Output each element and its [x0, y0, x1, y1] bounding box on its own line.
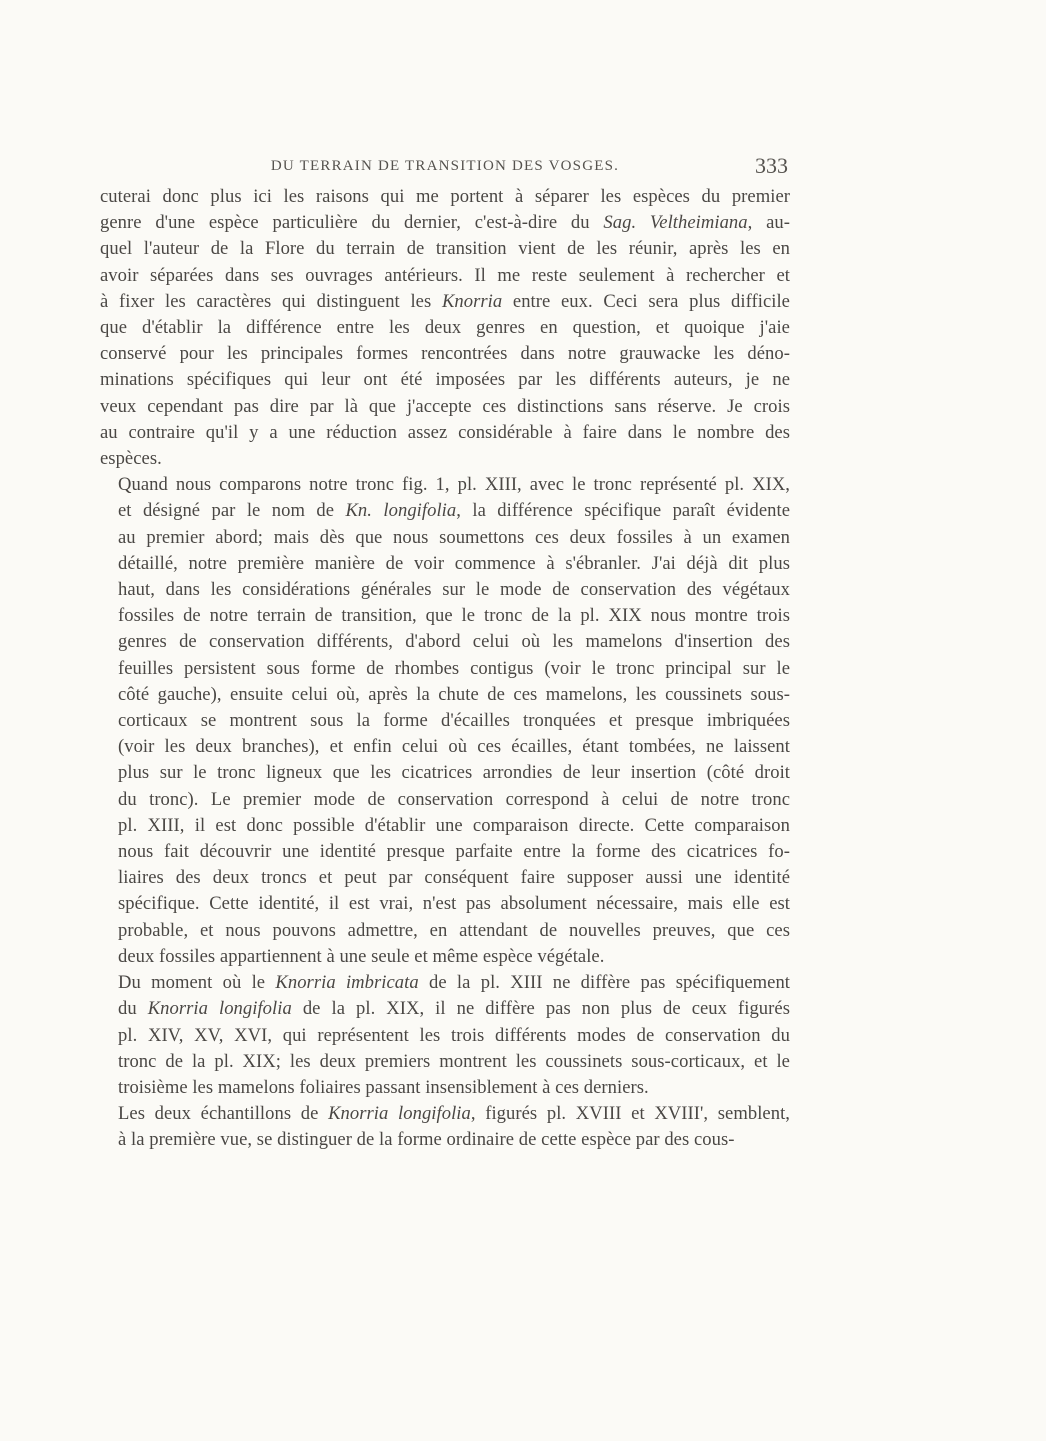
text-line: au contraire qu'il y a une réduction assez considérable à faire dans le nombre des	[100, 421, 790, 443]
body-text	[100, 184, 790, 1154]
text-line: conservé pour les principales formes rencontrées dans notre grauwacke les déno-	[100, 343, 790, 365]
paragraph-1	[100, 184, 790, 472]
running-head	[100, 150, 790, 180]
running-title: DU TERRAIN DE TRANSITION DES VOSGES.	[270, 158, 620, 174]
paragraph-4	[100, 1101, 790, 1153]
text-line: genre d'une espèce particulière du dernier, c'est-à-dire du Sag. Veltheimiana, au-	[100, 212, 790, 234]
text-line: espèces.	[100, 448, 162, 470]
text-line: quel l'auteur de la Flore du terrain de transition vient de les réunir, après les en	[100, 238, 790, 260]
page-number: 333	[755, 153, 788, 178]
italic-taxon-name: Knorria longifolia	[147, 998, 292, 1020]
paragraph-3	[100, 970, 790, 1101]
text-line: et désigné par le nom de Kn. longifolia, la différence spécifique paraît évidente	[118, 500, 791, 522]
text-line: (voir les deux branches), et enfin celui où ces écailles, étant tombées, ne laissent	[118, 736, 790, 758]
book-page	[100, 150, 790, 1154]
text-line: Quand nous comparons notre tronc fig. 1, pl. XIII, avec le tronc représenté pl. XIX,	[118, 474, 790, 496]
text-line: du Knorria longifolia de la pl. XIX, il ne diffère pas non plus de ceux figurés	[118, 998, 790, 1020]
text-line: côté gauche), ensuite celui où, après la chute de ces mamelons, les coussinets sous-	[118, 683, 790, 705]
text-line: liaires des deux troncs et peut par conséquent faire supposer aussi une identité	[118, 867, 790, 889]
text-line: feuilles persistent sous forme de rhombes contigus (voir le tronc principal sur le	[118, 657, 790, 679]
italic-taxon-name: Knorria longifolia	[328, 1103, 471, 1125]
italic-taxon-name: Kn. longifolia	[345, 500, 457, 522]
text-line: du tronc). Le premier mode de conservation correspond à celui de notre tronc	[118, 788, 790, 810]
text-line: Les deux échantillons de Knorria longifolia, figurés pl. XVIII et XVIII', semblent,	[118, 1103, 790, 1125]
italic-taxon-name: Knorria imbricata	[275, 972, 419, 994]
text-line: que d'établir la différence entre les deux genres en question, et quoique j'aie	[100, 317, 790, 339]
text-line: veux cependant pas dire par là que j'accepte ces distinctions sans réserve. Je crois	[100, 395, 790, 417]
text-line: au premier abord; mais dès que nous soumettons ces deux fossiles à un examen	[118, 526, 790, 548]
paragraph-2	[100, 472, 790, 970]
text-line: cuterai donc plus ici les raisons qui me portent à séparer les espèces du premier	[100, 186, 790, 207]
text-line: spécifique. Cette identité, il est vrai, n'est pas absolument nécessaire, mais elle est	[118, 893, 790, 915]
text-line: genres de conservation différents, d'abord celui où les mamelons d'insertion des	[118, 631, 790, 653]
text-line: troisième les mamelons foliaires passant insensiblement à ces derniers.	[118, 1076, 649, 1098]
text-line: pl. XIV, XV, XVI, qui représentent les trois différents modes de conservation du	[118, 1024, 790, 1046]
text-line: nous fait découvrir une identité presque parfaite entre la forme des cicatrices fo-	[118, 841, 790, 863]
text-line: à fixer les caractères qui distinguent les Knorria entre eux. Ceci sera plus difficile	[100, 290, 790, 312]
text-line: minations spécifiques qui leur ont été imposées par les différents auteurs, je ne	[100, 369, 790, 391]
italic-taxon-name: Sag. Veltheimiana	[603, 212, 748, 234]
text-line: haut, dans les considérations générales sur le mode de conservation des végétaux	[118, 579, 790, 601]
text-line: à la première vue, se distinguer de la forme ordinaire de cette espèce par des cous-	[118, 1129, 735, 1151]
text-line: pl. XIII, il est donc possible d'établir une comparaison directe. Cette comparaison	[118, 814, 790, 836]
text-line: deux fossiles appartiennent à une seule et même espèce végétale.	[118, 945, 605, 967]
text-line: probable, et nous pouvons admettre, en attendant de nouvelles preuves, que ces	[118, 919, 790, 941]
text-line: tronc de la pl. XIX; les deux premiers montrent les coussinets sous-corticaux, et le	[118, 1050, 790, 1072]
text-line: avoir séparées dans ses ouvrages antérieurs. Il me reste seulement à rechercher et	[100, 264, 790, 286]
text-line: corticaux se montrent sous la forme d'écailles tronquées et presque imbriquées	[118, 710, 790, 732]
text-line: détaillé, notre première manière de voir commence à s'ébranler. J'ai déjà dit plus	[118, 552, 790, 574]
text-line: fossiles de notre terrain de transition, que le tronc de la pl. XIX nous montre trois	[118, 605, 790, 627]
text-line: plus sur le tronc ligneux que les cicatrices arrondies de leur insertion (côté droit	[118, 762, 790, 784]
italic-taxon-name: Knorria	[441, 290, 503, 312]
text-line: Du moment où le Knorria imbricata de la pl. XIII ne diffère pas spécifiquement	[118, 972, 791, 994]
